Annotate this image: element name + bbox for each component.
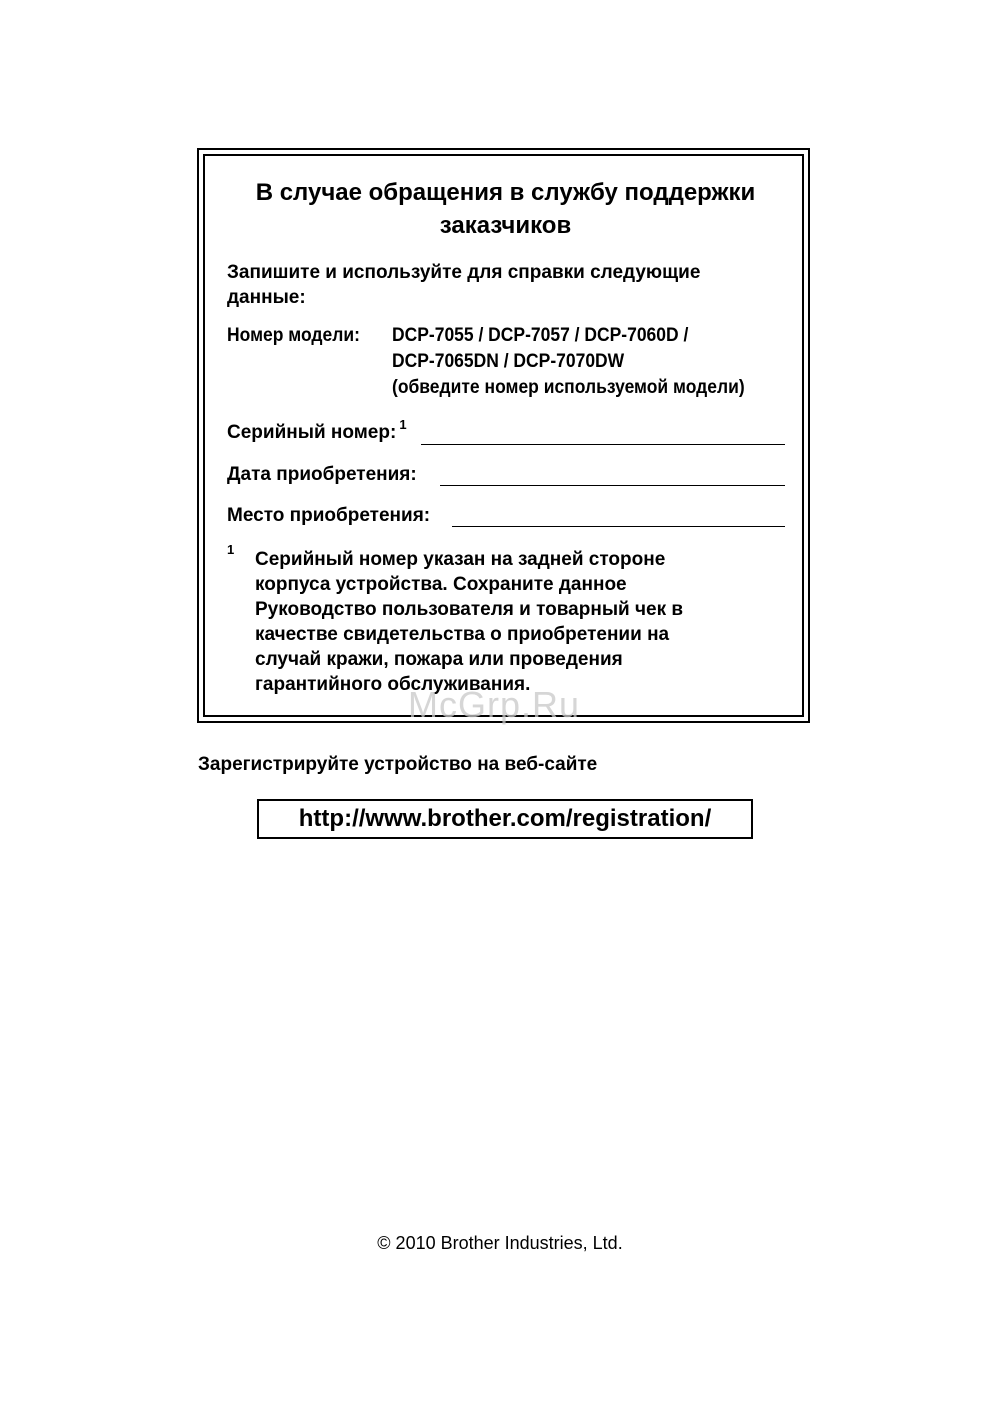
model-hint: (обведите номер используемой модели) bbox=[392, 377, 745, 398]
registration-url-link[interactable]: http://www.brother.com/registration/ bbox=[298, 805, 712, 832]
box-title-line1: В случае обращения в службу поддержки bbox=[255, 179, 756, 206]
copyright-notice: © 2010 Brother Industries, Ltd. bbox=[377, 1233, 623, 1253]
purchase-date-blank-line[interactable] bbox=[440, 485, 785, 486]
intro-line1: Запишите и используйте для справки следующие bbox=[227, 262, 701, 283]
serial-footnote-ref: 1 bbox=[399, 417, 407, 432]
footnote-line: случай кражи, пожара или проведения bbox=[255, 649, 623, 670]
registration-url-box[interactable] bbox=[257, 799, 753, 839]
registration-text: Зарегистрируйте устройство на веб-сайте bbox=[198, 754, 598, 775]
serial-number-row bbox=[227, 417, 407, 446]
model-list-line2: DCP-7065DN / DCP-7070DW bbox=[392, 351, 625, 372]
watermark: McGrp.Ru bbox=[408, 684, 581, 725]
purchase-date-label: Дата приобретения: bbox=[227, 464, 417, 485]
footnote-mark: 1 bbox=[227, 542, 235, 557]
box-title-line2: заказчиков bbox=[439, 212, 572, 239]
model-list-line1: DCP-7055 / DCP-7057 / DCP-7060D / bbox=[392, 325, 689, 346]
footnote-line: корпуса устройства. Сохраните данное bbox=[255, 574, 627, 595]
support-info-inner-frame bbox=[203, 154, 804, 717]
serial-number-blank-line[interactable] bbox=[421, 444, 785, 445]
serial-number-label: Серийный номер: bbox=[227, 422, 397, 443]
purchase-place-blank-line[interactable] bbox=[452, 526, 785, 527]
footnote-line: Серийный номер указан на задней стороне bbox=[255, 549, 666, 570]
footnote-line: гарантийного обслуживания. bbox=[255, 674, 531, 695]
support-info-box bbox=[197, 148, 810, 723]
model-label: Номер модели: bbox=[227, 325, 360, 346]
footnote-line: качестве свидетельства о приобретении на bbox=[255, 624, 670, 645]
purchase-place-label: Место приобретения: bbox=[227, 505, 431, 526]
intro-line2: данные: bbox=[227, 287, 306, 308]
footnote-line: Руководство пользователя и товарный чек в bbox=[255, 599, 684, 620]
